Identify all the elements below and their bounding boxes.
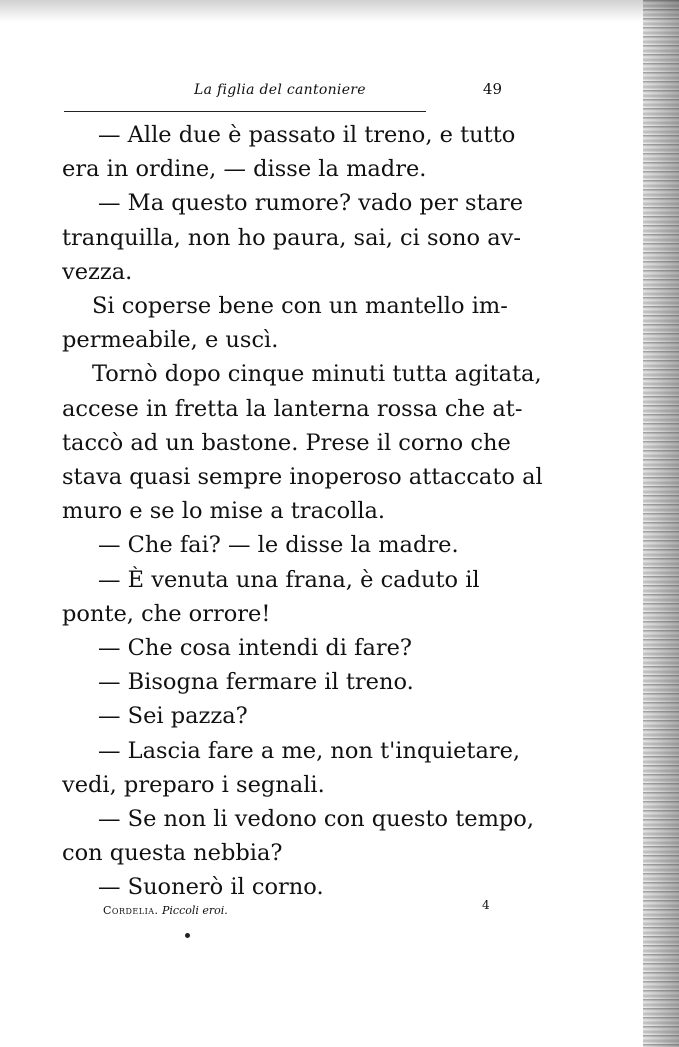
text-line: — È venuta una frana, è caduto il: [98, 566, 480, 593]
text-line: muro e se lo mise a tracolla.: [62, 498, 386, 525]
page-number: 49: [482, 80, 502, 98]
page-top-shadow: [0, 0, 679, 22]
text-line: vezza.: [62, 258, 133, 285]
text-line: con questa nebbia?: [62, 840, 283, 867]
text-line: tranquilla, non ho paura, sai, ci sono av-: [62, 224, 521, 251]
running-title: La figlia del cantoniere: [194, 82, 366, 98]
text-line: vedi, preparo i segnali.: [62, 771, 325, 798]
page-header: [64, 78, 504, 108]
text-line: permeabile, e uscì.: [62, 327, 279, 354]
text-line: — Che cosa intendi di fare?: [98, 635, 413, 662]
page-right-edge: [643, 0, 679, 1047]
page-footer: [103, 904, 503, 917]
text-line: taccò ad un bastone. Prese il corno che: [62, 429, 511, 456]
text-line: accese in fretta la lanterna rossa che at-: [62, 395, 523, 422]
text-line: Si coperse bene con un mantello im-: [92, 293, 508, 320]
text-line: — Alle due è passato il treno, e tutto: [98, 122, 516, 148]
text-line: — Ma questo rumore? vado per stare: [98, 190, 524, 217]
text-line: era in ordine, — disse la madre.: [62, 156, 427, 183]
text-line: — Suonerò il corno.: [98, 874, 324, 901]
text-line: ponte, che orrore!: [62, 600, 271, 627]
text-line: stava quasi sempre inoperoso attaccato al: [62, 464, 543, 491]
header-rule: [64, 111, 426, 112]
footer-author: Cordelia.: [103, 904, 159, 917]
text-line: — Bisogna fermare il treno.: [98, 669, 414, 696]
ink-speck: [185, 933, 190, 938]
signature-mark: 4: [482, 898, 490, 912]
text-line: — Se non li vedono con questo tempo,: [98, 806, 535, 833]
footer-title: Piccoli eroi.: [162, 904, 228, 917]
body-text: [62, 118, 543, 905]
text-line: — Lascia fare a me, non t'inquietare,: [98, 737, 521, 764]
text-line: — Che fai? — le disse la madre.: [98, 532, 459, 559]
text-line: Tornò dopo cinque minuti tutta agitata,: [92, 361, 542, 388]
text-line: — Sei pazza?: [98, 703, 248, 730]
